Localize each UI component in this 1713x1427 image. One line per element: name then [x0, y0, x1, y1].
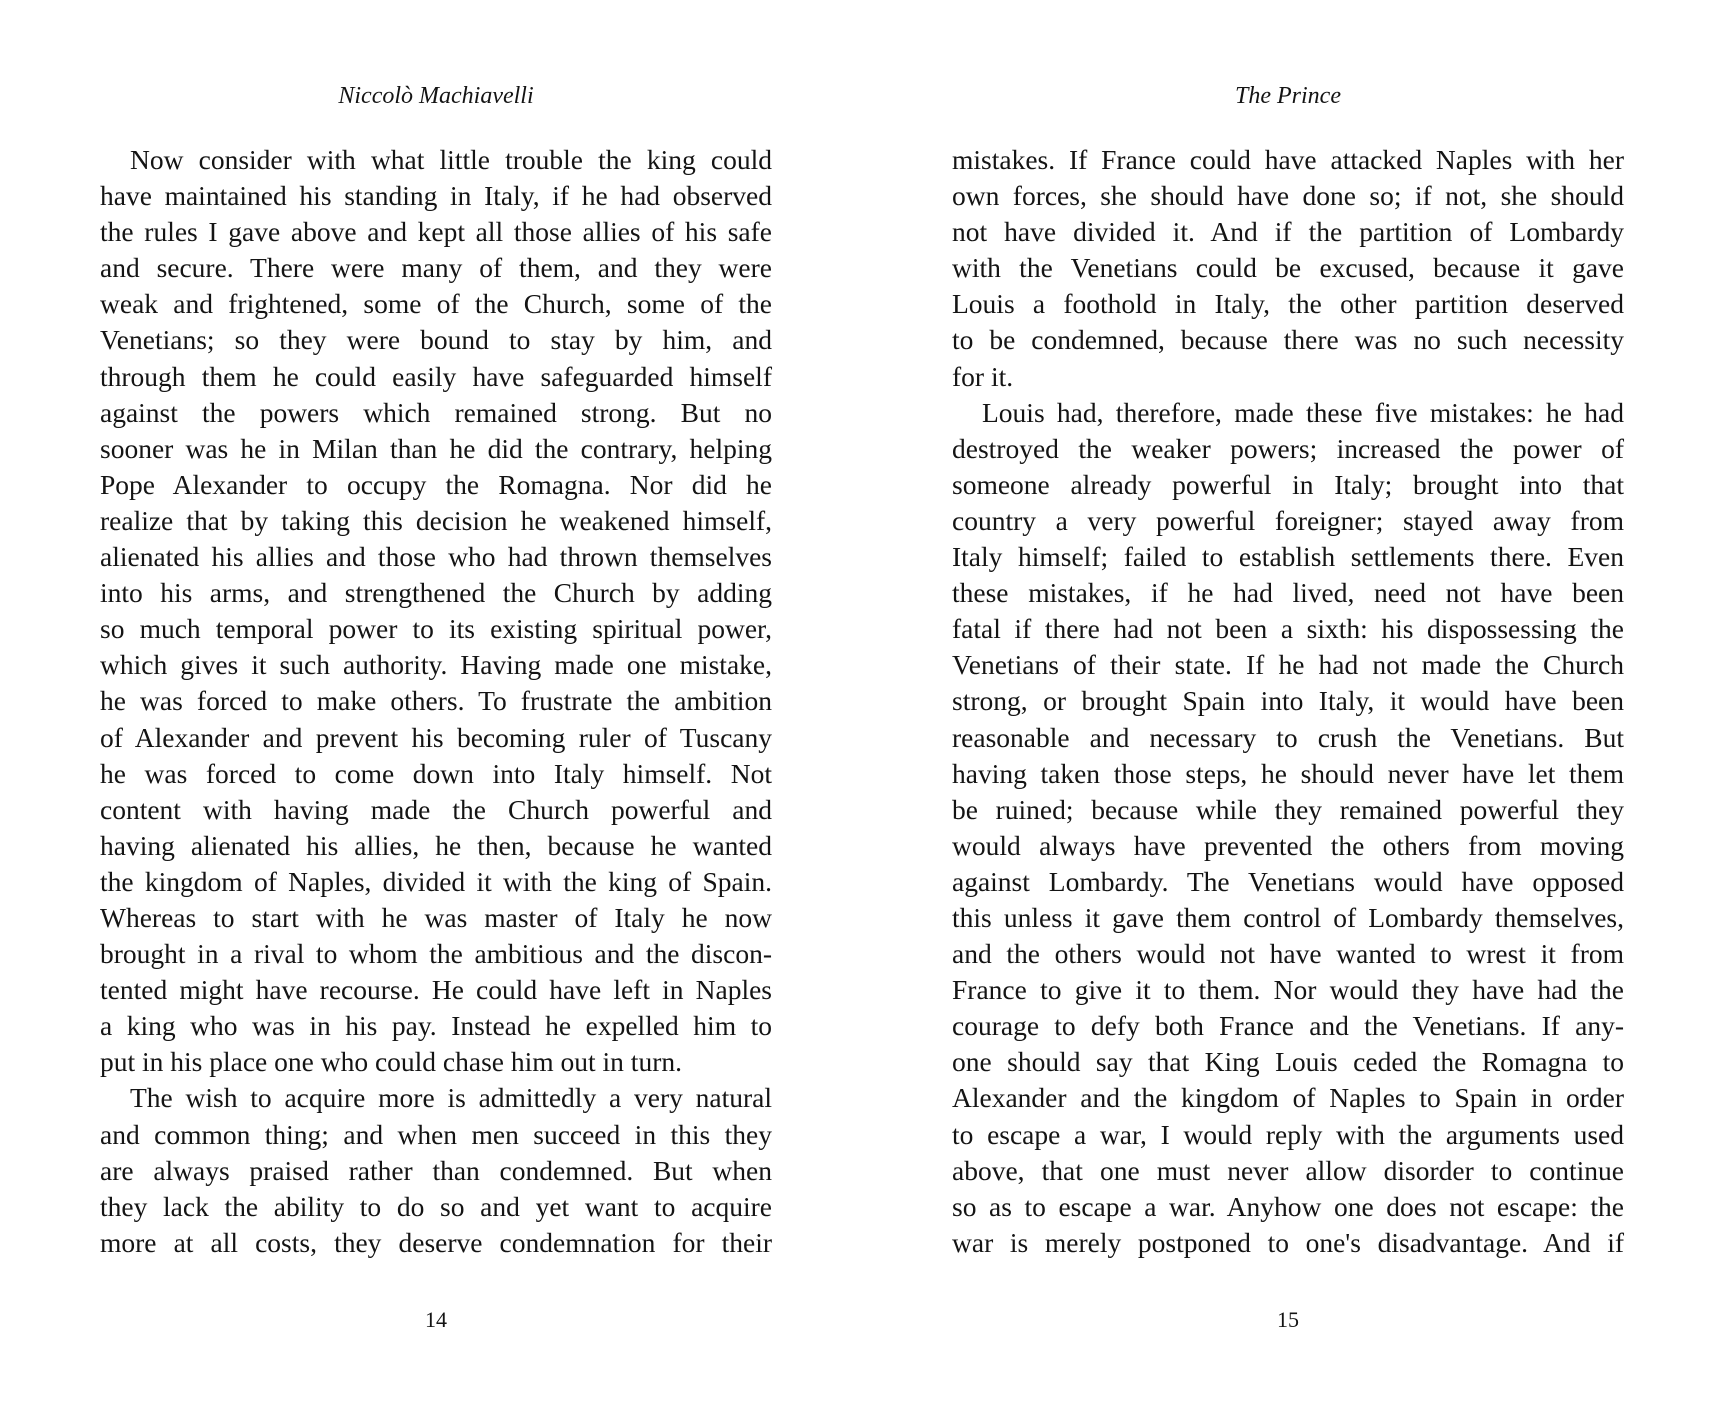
- text-line: fatal if there had not been a sixth: his dispossessing the: [952, 613, 1624, 645]
- page-number: 14: [425, 1307, 447, 1332]
- text-line: alienated his allies and those who had thrown themselves: [100, 541, 772, 573]
- text-line: and secure. There were many of them, and they were: [100, 252, 772, 284]
- text-line: the kingdom of Naples, divided it with the king of Spain.: [100, 865, 772, 897]
- text-line: Italy himself; failed to establish settlements there. Even: [952, 541, 1624, 573]
- text-line: Louis a foothold in Italy, the other partition deserved: [952, 288, 1624, 320]
- running-head-title: The Prince: [1235, 83, 1341, 109]
- text-line: tented might have recourse. He could have left in Naples: [100, 974, 772, 1006]
- text-line: with the Venetians could be excused, because it gave: [952, 252, 1624, 284]
- text-line: against the powers which remained strong. But no: [100, 396, 772, 428]
- body-text: [100, 142, 772, 1261]
- running-head-author: Niccolò Machiavelli: [338, 83, 534, 109]
- text-line: France to give it to them. Nor would they have had the: [952, 974, 1624, 1006]
- text-line: destroyed the weaker powers; increased the power of: [952, 432, 1624, 464]
- text-line: The wish to acquire more is admittedly a very natural: [130, 1082, 772, 1114]
- page-number: 15: [1277, 1307, 1299, 1332]
- text-line: content with having made the Church powerful and: [100, 793, 772, 825]
- text-line: through them he could easily have safeguarded himself: [100, 360, 772, 392]
- text-line: reasonable and necessary to crush the Venetians. But: [952, 721, 1624, 753]
- text-line: Venetians; so they were bound to stay by him, and: [100, 324, 772, 356]
- text-line: so much temporal power to its existing spiritual power,: [100, 613, 772, 645]
- text-line: which gives it such authority. Having made one mistake,: [100, 649, 772, 681]
- text-line: put in his place one who could chase him out in turn.: [100, 1046, 682, 1078]
- text-line: courage to defy both France and the Venetians. If any-: [952, 1010, 1624, 1042]
- text-line: this unless it gave them control of Lombardy themselves,: [952, 901, 1624, 933]
- text-line: having alienated his allies, he then, because he wanted: [100, 829, 772, 861]
- right-page: [856, 0, 1713, 1427]
- text-line: realize that by taking this decision he weakened himself,: [100, 504, 772, 536]
- text-line: to be condemned, because there was no such necessity: [952, 324, 1624, 356]
- text-line: he was forced to come down into Italy himself. Not: [100, 757, 772, 789]
- text-line: one should say that King Louis ceded the Romagna to: [952, 1046, 1624, 1078]
- text-line: Louis had, therefore, made these five mistakes: he had: [982, 396, 1624, 428]
- text-line: having taken those steps, he should never have let them: [952, 757, 1624, 789]
- text-line: not have divided it. And if the partition of Lombardy: [952, 216, 1624, 248]
- text-line: country a very powerful foreigner; stayed away from: [952, 504, 1624, 536]
- text-line: the rules I gave above and kept all those allies of his safe: [100, 216, 772, 248]
- text-line: Venetians of their state. If he had not made the Church: [952, 649, 1624, 681]
- text-line: a king who was in his pay. Instead he expelled him to: [100, 1010, 772, 1042]
- text-line: are always praised rather than condemned. But when: [100, 1154, 772, 1186]
- text-line: Alexander and the kingdom of Naples to Spain in order: [952, 1082, 1624, 1114]
- text-line: Now consider with what little trouble the king could: [130, 144, 772, 175]
- text-line: would always have prevented the others from moving: [952, 829, 1624, 861]
- text-line: for it.: [952, 360, 1014, 392]
- text-line: and the others would not have wanted to wrest it from: [952, 938, 1624, 970]
- text-line: they lack the ability to do so and yet want to acquire: [100, 1190, 772, 1222]
- text-line: brought in a rival to whom the ambitious and the discon-: [100, 938, 772, 970]
- text-line: Whereas to start with he was master of Italy he now: [100, 901, 772, 933]
- text-line: so as to escape a war. Anyhow one does not escape: the: [952, 1190, 1624, 1222]
- text-line: have maintained his standing in Italy, if he had observed: [100, 180, 772, 212]
- left-page: [0, 0, 856, 1427]
- text-line: of Alexander and prevent his becoming ruler of Tuscany: [100, 721, 772, 753]
- text-line: he was forced to make others. To frustrate the ambition: [100, 685, 772, 717]
- text-line: weak and frightened, some of the Church, some of the: [100, 288, 772, 320]
- text-line: and common thing; and when men succeed in this they: [100, 1118, 772, 1150]
- text-line: war is merely postponed to one's disadvantage. And if: [952, 1226, 1624, 1258]
- text-line: someone already powerful in Italy; brought into that: [952, 468, 1624, 500]
- text-line: to escape a war, I would reply with the arguments used: [952, 1118, 1624, 1150]
- text-line: be ruined; because while they remained powerful they: [952, 793, 1624, 825]
- text-line: more at all costs, they deserve condemnation for their: [100, 1226, 772, 1258]
- text-line: against Lombardy. The Venetians would have opposed: [952, 865, 1624, 897]
- text-line: sooner was he in Milan than he did the contrary, helping: [100, 432, 772, 464]
- text-line: strong, or brought Spain into Italy, it would have been: [952, 685, 1624, 717]
- text-line: mistakes. If France could have attacked Naples with her: [952, 144, 1624, 175]
- text-line: these mistakes, if he had lived, need not have been: [952, 577, 1624, 609]
- text-line: above, that one must never allow disorder to continue: [952, 1154, 1624, 1186]
- text-line: into his arms, and strengthened the Church by adding: [100, 577, 772, 609]
- text-line: Pope Alexander to occupy the Romagna. Nor did he: [100, 468, 772, 500]
- text-line: own forces, she should have done so; if not, she should: [952, 180, 1624, 212]
- body-text: [952, 142, 1624, 1261]
